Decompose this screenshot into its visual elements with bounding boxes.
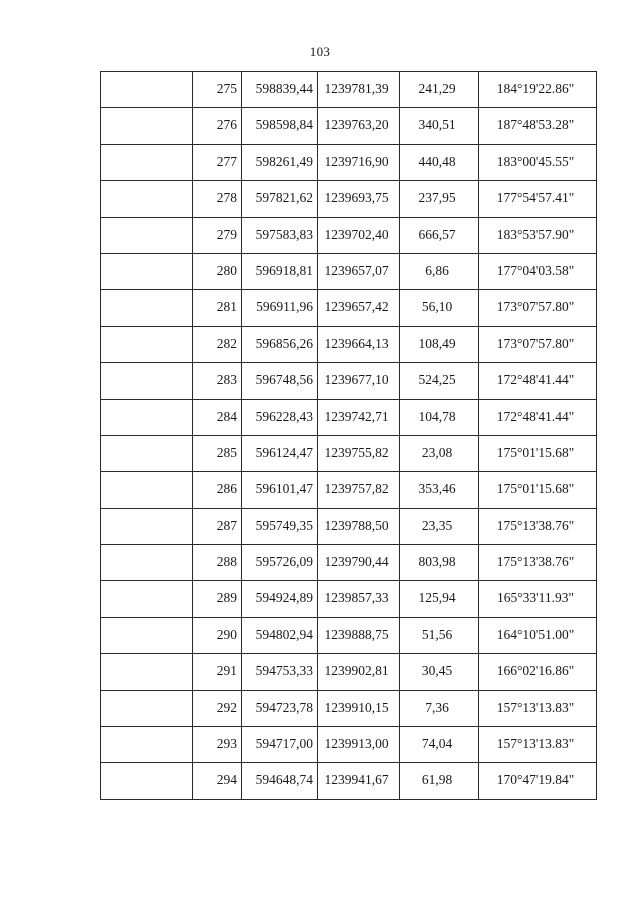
point-number-cell: 281: [193, 290, 242, 326]
x-coordinate-cell: 596911,96: [242, 290, 318, 326]
table-row: [101, 508, 597, 544]
table-row: [101, 545, 597, 581]
blank-cell: [101, 108, 193, 144]
length-cell: 340,51: [400, 108, 479, 144]
point-number-cell: 284: [193, 399, 242, 435]
length-cell: 6,86: [400, 253, 479, 289]
y-coordinate-cell: 1239790,44: [318, 545, 400, 581]
length-cell: 30,45: [400, 654, 479, 690]
coordinates-table: [100, 71, 597, 800]
angle-cell: 177°04'03.58": [479, 253, 597, 289]
blank-cell: [101, 144, 193, 180]
table-row: [101, 654, 597, 690]
table-row: [101, 290, 597, 326]
table-row: [101, 108, 597, 144]
y-coordinate-cell: 1239910,15: [318, 690, 400, 726]
angle-cell: 183°53'57.90": [479, 217, 597, 253]
angle-cell: 170°47'19.84": [479, 763, 597, 799]
table-row: [101, 763, 597, 799]
y-coordinate-cell: 1239902,81: [318, 654, 400, 690]
length-cell: 23,08: [400, 435, 479, 471]
point-number-cell: 293: [193, 727, 242, 763]
angle-cell: 187°48'53.28": [479, 108, 597, 144]
angle-cell: 164°10'51.00": [479, 617, 597, 653]
y-coordinate-cell: 1239742,71: [318, 399, 400, 435]
coordinates-table-body: [101, 72, 597, 800]
length-cell: 524,25: [400, 363, 479, 399]
x-coordinate-cell: 594648,74: [242, 763, 318, 799]
x-coordinate-cell: 594924,89: [242, 581, 318, 617]
angle-cell: 175°01'15.68": [479, 472, 597, 508]
point-number-cell: 276: [193, 108, 242, 144]
angle-cell: 173°07'57.80": [479, 326, 597, 362]
point-number-cell: 283: [193, 363, 242, 399]
y-coordinate-cell: 1239913,00: [318, 727, 400, 763]
point-number-cell: 291: [193, 654, 242, 690]
point-number-cell: 278: [193, 181, 242, 217]
point-number-cell: 282: [193, 326, 242, 362]
y-coordinate-cell: 1239702,40: [318, 217, 400, 253]
point-number-cell: 289: [193, 581, 242, 617]
length-cell: 56,10: [400, 290, 479, 326]
blank-cell: [101, 363, 193, 399]
blank-cell: [101, 508, 193, 544]
y-coordinate-cell: 1239657,42: [318, 290, 400, 326]
table-row: [101, 617, 597, 653]
y-coordinate-cell: 1239788,50: [318, 508, 400, 544]
x-coordinate-cell: 596101,47: [242, 472, 318, 508]
blank-cell: [101, 217, 193, 253]
blank-cell: [101, 181, 193, 217]
point-number-cell: 277: [193, 144, 242, 180]
length-cell: 51,56: [400, 617, 479, 653]
x-coordinate-cell: 597583,83: [242, 217, 318, 253]
table-row: [101, 399, 597, 435]
x-coordinate-cell: 594753,33: [242, 654, 318, 690]
table-row: [101, 253, 597, 289]
x-coordinate-cell: 595749,35: [242, 508, 318, 544]
y-coordinate-cell: 1239755,82: [318, 435, 400, 471]
table-row: [101, 727, 597, 763]
x-coordinate-cell: 596748,56: [242, 363, 318, 399]
length-cell: 237,95: [400, 181, 479, 217]
length-cell: 7,36: [400, 690, 479, 726]
point-number-cell: 286: [193, 472, 242, 508]
blank-cell: [101, 617, 193, 653]
blank-cell: [101, 253, 193, 289]
angle-cell: 177°54'57.41": [479, 181, 597, 217]
blank-cell: [101, 654, 193, 690]
length-cell: 61,98: [400, 763, 479, 799]
angle-cell: 175°13'38.76": [479, 545, 597, 581]
x-coordinate-cell: 597821,62: [242, 181, 318, 217]
table-row: [101, 217, 597, 253]
x-coordinate-cell: 598261,49: [242, 144, 318, 180]
x-coordinate-cell: 598839,44: [242, 72, 318, 108]
point-number-cell: 290: [193, 617, 242, 653]
point-number-cell: 292: [193, 690, 242, 726]
angle-cell: 157°13'13.83": [479, 727, 597, 763]
y-coordinate-cell: 1239757,82: [318, 472, 400, 508]
angle-cell: 184°19'22.86": [479, 72, 597, 108]
angle-cell: 183°00'45.55": [479, 144, 597, 180]
blank-cell: [101, 763, 193, 799]
x-coordinate-cell: 596228,43: [242, 399, 318, 435]
length-cell: 104,78: [400, 399, 479, 435]
x-coordinate-cell: 596124,47: [242, 435, 318, 471]
table-row: [101, 472, 597, 508]
y-coordinate-cell: 1239763,20: [318, 108, 400, 144]
angle-cell: 175°01'15.68": [479, 435, 597, 471]
y-coordinate-cell: 1239716,90: [318, 144, 400, 180]
y-coordinate-cell: 1239693,75: [318, 181, 400, 217]
blank-cell: [101, 472, 193, 508]
y-coordinate-cell: 1239677,10: [318, 363, 400, 399]
x-coordinate-cell: 596856,26: [242, 326, 318, 362]
length-cell: 353,46: [400, 472, 479, 508]
x-coordinate-cell: 594802,94: [242, 617, 318, 653]
length-cell: 241,29: [400, 72, 479, 108]
y-coordinate-cell: 1239781,39: [318, 72, 400, 108]
length-cell: 803,98: [400, 545, 479, 581]
blank-cell: [101, 399, 193, 435]
y-coordinate-cell: 1239857,33: [318, 581, 400, 617]
length-cell: 666,57: [400, 217, 479, 253]
table-row: [101, 581, 597, 617]
angle-cell: 175°13'38.76": [479, 508, 597, 544]
blank-cell: [101, 727, 193, 763]
y-coordinate-cell: 1239941,67: [318, 763, 400, 799]
length-cell: 108,49: [400, 326, 479, 362]
blank-cell: [101, 435, 193, 471]
blank-cell: [101, 72, 193, 108]
y-coordinate-cell: 1239664,13: [318, 326, 400, 362]
point-number-cell: 294: [193, 763, 242, 799]
table-row: [101, 363, 597, 399]
x-coordinate-cell: 594717,00: [242, 727, 318, 763]
y-coordinate-cell: 1239657,07: [318, 253, 400, 289]
y-coordinate-cell: 1239888,75: [318, 617, 400, 653]
table-row: [101, 435, 597, 471]
point-number-cell: 285: [193, 435, 242, 471]
blank-cell: [101, 690, 193, 726]
angle-cell: 157°13'13.83": [479, 690, 597, 726]
blank-cell: [101, 326, 193, 362]
point-number-cell: 275: [193, 72, 242, 108]
angle-cell: 172°48'41.44": [479, 399, 597, 435]
point-number-cell: 288: [193, 545, 242, 581]
table-row: [101, 144, 597, 180]
angle-cell: 173°07'57.80": [479, 290, 597, 326]
point-number-cell: 279: [193, 217, 242, 253]
length-cell: 23,35: [400, 508, 479, 544]
length-cell: 125,94: [400, 581, 479, 617]
x-coordinate-cell: 594723,78: [242, 690, 318, 726]
angle-cell: 166°02'16.86": [479, 654, 597, 690]
blank-cell: [101, 545, 193, 581]
table-row: [101, 690, 597, 726]
table-row: [101, 181, 597, 217]
table-row: [101, 72, 597, 108]
page-number: 103: [309, 44, 331, 59]
length-cell: 74,04: [400, 727, 479, 763]
point-number-cell: 280: [193, 253, 242, 289]
point-number-cell: 287: [193, 508, 242, 544]
length-cell: 440,48: [400, 144, 479, 180]
angle-cell: 172°48'41.44": [479, 363, 597, 399]
blank-cell: [101, 290, 193, 326]
table-row: [101, 326, 597, 362]
x-coordinate-cell: 595726,09: [242, 545, 318, 581]
x-coordinate-cell: 596918,81: [242, 253, 318, 289]
angle-cell: 165°33'11.93": [479, 581, 597, 617]
x-coordinate-cell: 598598,84: [242, 108, 318, 144]
blank-cell: [101, 581, 193, 617]
